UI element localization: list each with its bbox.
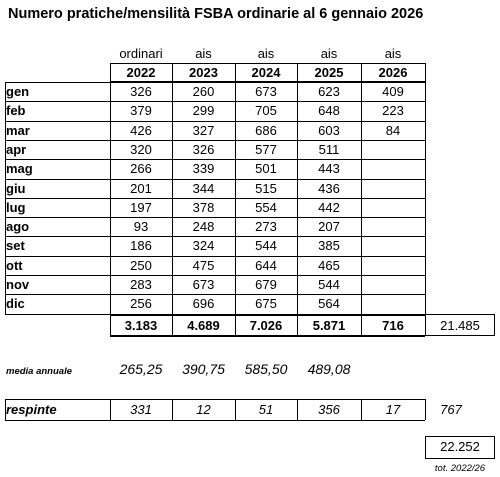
column-line (361, 63, 362, 314)
table-cell: 326 (130, 84, 152, 99)
year-header: 2022 (126, 65, 156, 80)
total-cell: 5.871 (312, 317, 346, 333)
table-cell: 248 (192, 219, 215, 235)
table-cell: 378 (192, 199, 215, 215)
totals-bottom-line (110, 335, 425, 337)
row-line (5, 140, 425, 141)
row-line (5, 121, 425, 122)
overall-box-top (425, 436, 495, 437)
month-label: mag (6, 161, 33, 177)
table-cell: 273 (255, 219, 277, 235)
table-cell: 679 (255, 277, 277, 292)
row-line (5, 101, 425, 102)
table-cell: 515 (255, 180, 277, 196)
table-cell: 256 (130, 296, 152, 312)
respinte-value: 51 (258, 402, 274, 417)
table-cell: 409 (382, 84, 404, 99)
table-cell: 379 (130, 103, 152, 119)
column-line (425, 63, 426, 314)
table-cell: 675 (255, 296, 277, 312)
overall-total-label: tot. 2022/26 (434, 463, 486, 474)
table-cell: 465 (318, 257, 340, 273)
table-cell: 603 (318, 122, 340, 138)
table-cell: 426 (130, 122, 152, 138)
column-line (297, 63, 298, 314)
grand-total-box-top (425, 314, 495, 315)
table-cell: 554 (255, 199, 277, 215)
table-cell: 511 (318, 141, 340, 157)
table-cell: 648 (318, 103, 340, 119)
table-cell: 623 (318, 84, 340, 99)
table-cell: 644 (255, 257, 277, 273)
table-cell: 283 (130, 277, 152, 292)
row-line (5, 217, 425, 218)
respinte-bottom-line (5, 420, 425, 421)
page-title: Numero pratiche/mensilità FSBA ordinarie al 6 gennaio 2026 (8, 6, 424, 22)
media-annuale-label: media annuale (6, 366, 72, 377)
column-type-label: ais (384, 46, 402, 61)
table-cell: 705 (255, 103, 277, 119)
table-cell: 260 (192, 84, 215, 99)
row-line (5, 82, 425, 83)
column-line (172, 63, 173, 314)
overall-total-value: 22.252 (440, 439, 480, 454)
table-cell: 207 (318, 219, 340, 235)
month-label: lug (6, 199, 26, 215)
month-label: ott (6, 257, 23, 273)
row-line (5, 236, 425, 237)
column-line (110, 63, 111, 314)
respinte-total: 767 (440, 402, 462, 417)
row-line (5, 159, 425, 160)
total-cell: 3.183 (124, 317, 158, 333)
total-cell: 716 (382, 317, 404, 333)
table-cell: 673 (255, 84, 277, 99)
table-cell: 442 (318, 199, 340, 215)
left-border (5, 82, 6, 314)
month-label: feb (6, 103, 26, 119)
respinte-value: 356 (318, 402, 340, 417)
totals-top-line (110, 314, 425, 316)
media-value: 585,50 (244, 361, 288, 377)
table-cell: 564 (318, 296, 340, 312)
table-cell: 475 (192, 257, 215, 273)
row-line (5, 198, 425, 199)
table-cell: 673 (192, 277, 215, 292)
table-cell: 324 (192, 238, 215, 254)
month-label: set (6, 238, 25, 254)
table-cell: 544 (255, 238, 277, 254)
total-cell: 7.026 (249, 317, 283, 333)
table-cell: 320 (130, 141, 152, 157)
table-cell: 436 (318, 180, 340, 196)
row-line (5, 275, 425, 276)
table-cell: 577 (255, 141, 277, 157)
month-label: mar (6, 122, 30, 138)
table-cell: 186 (130, 238, 152, 254)
month-label: dic (6, 296, 25, 312)
respinte-value: 12 (196, 402, 211, 417)
table-cell: 339 (192, 161, 215, 177)
row-line (5, 179, 425, 180)
table-cell: 250 (130, 257, 152, 273)
month-label: apr (6, 141, 27, 157)
respinte-value: 331 (130, 402, 152, 417)
total-cell: 4.689 (187, 317, 220, 333)
grand-total-value: 21.485 (440, 317, 480, 333)
media-value: 265,25 (119, 361, 163, 377)
row-line (5, 256, 425, 257)
table-cell: 84 (385, 122, 401, 138)
column-type-label: ordinari (119, 46, 163, 61)
table-cell: 266 (130, 161, 152, 177)
header-top-line (110, 63, 425, 64)
table-cell: 385 (318, 238, 340, 254)
table-cell: 443 (318, 161, 340, 177)
table-cell: 223 (382, 103, 404, 119)
year-header: 2024 (251, 65, 281, 80)
table-cell: 327 (192, 122, 215, 138)
year-header: 2026 (378, 65, 408, 80)
table-cell: 326 (192, 141, 215, 157)
table-cell: 299 (192, 103, 215, 119)
column-type-label: ais (195, 46, 212, 61)
table-cell: 544 (318, 277, 340, 292)
month-label: gen (6, 84, 30, 99)
column-type-label: ais (320, 46, 338, 61)
month-label: nov (6, 277, 30, 292)
media-value: 489,08 (307, 361, 351, 377)
table-cell: 344 (192, 180, 215, 196)
row-line (5, 294, 425, 295)
respinte-top-line (5, 399, 425, 400)
grand-total-box-bottom (425, 335, 495, 336)
year-header: 2023 (189, 65, 218, 80)
month-label: giu (6, 180, 26, 196)
table-cell: 501 (255, 161, 277, 177)
table-cell: 686 (255, 122, 277, 138)
table-cell: 93 (133, 219, 149, 235)
year-header: 2025 (314, 65, 344, 80)
respinte-value: 17 (385, 402, 401, 417)
respinte-label: respinte (6, 402, 57, 417)
column-line (235, 63, 236, 314)
table-cell: 696 (192, 296, 215, 312)
table-cell: 197 (130, 199, 152, 215)
media-value: 390,75 (182, 361, 225, 377)
month-label: ago (6, 219, 30, 235)
column-type-label: ais (257, 46, 275, 61)
overall-box-bottom (425, 458, 495, 459)
table-cell: 201 (130, 180, 152, 196)
